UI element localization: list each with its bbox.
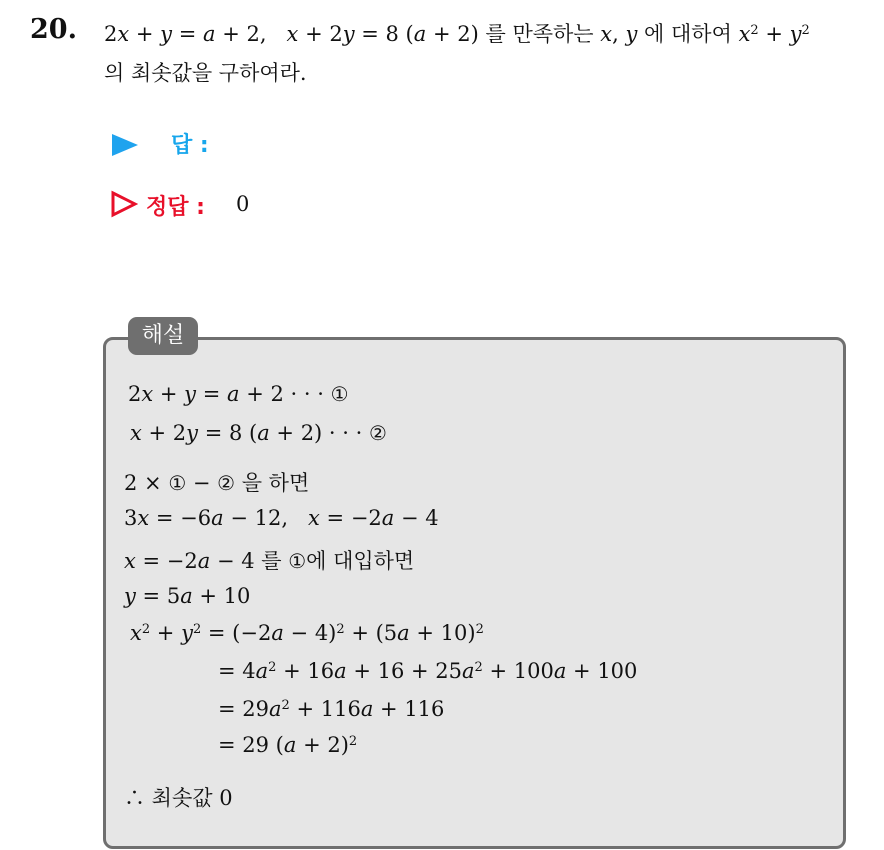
solution-line-5: x = −2a − 4 를 ①에 대입하면 xyxy=(124,549,415,573)
condition-2: x + 2y = 8 (a + 2) xyxy=(286,22,479,46)
solution-line-2: x + 2y = 8 (a + 2) · · · ② xyxy=(130,421,387,445)
problem-statement-line2: 의 최솟값을 구하여라. xyxy=(104,61,307,85)
problem-expression: $x^2 + y^2$ xyxy=(738,22,810,46)
problem-statement-line1 xyxy=(104,18,810,48)
correct-answer-arrow-icon xyxy=(110,190,138,218)
solution-line-6: y = 5a + 10 xyxy=(124,584,251,608)
correct-answer-value: 0 xyxy=(236,192,250,216)
problem-number: 20. xyxy=(30,14,77,45)
solution-line-8: = $4a^2 + 16a + 16 + 25a^2 + 100a + 100$ xyxy=(218,659,638,683)
solution-line-10: = 29 $(a + 2)^2$ xyxy=(218,733,358,757)
solution-line-1: 2x + y = a + 2 · · · ① xyxy=(128,382,349,406)
answer-label: 답 : xyxy=(171,133,209,158)
correct-answer-label: 정답 : xyxy=(146,195,205,220)
problem-vars: x, y xyxy=(600,22,638,46)
solution-line-9: = $29a^2 + 116a + 116$ xyxy=(218,697,445,721)
solution-line-7: $x^2 + y^2 = (-2a - 4)^2 + (5a + 10)^2$ xyxy=(130,621,484,645)
solution-line-4: 3x = −6a − 12, x = −2a − 4 xyxy=(124,506,439,530)
problem-text-end: 에 대하여 xyxy=(644,22,732,46)
problem-text-mid: 를 만족하는 xyxy=(485,22,594,46)
solution-tab-label: 해설 xyxy=(128,317,198,355)
answer-arrow-icon xyxy=(112,134,138,156)
solution-line-3: 2 × ① − ② 을 하면 xyxy=(124,471,310,495)
condition-1: 2x + y = a + 2, xyxy=(104,22,267,46)
solution-conclusion: ∴ 최솟값 0 xyxy=(124,786,233,810)
